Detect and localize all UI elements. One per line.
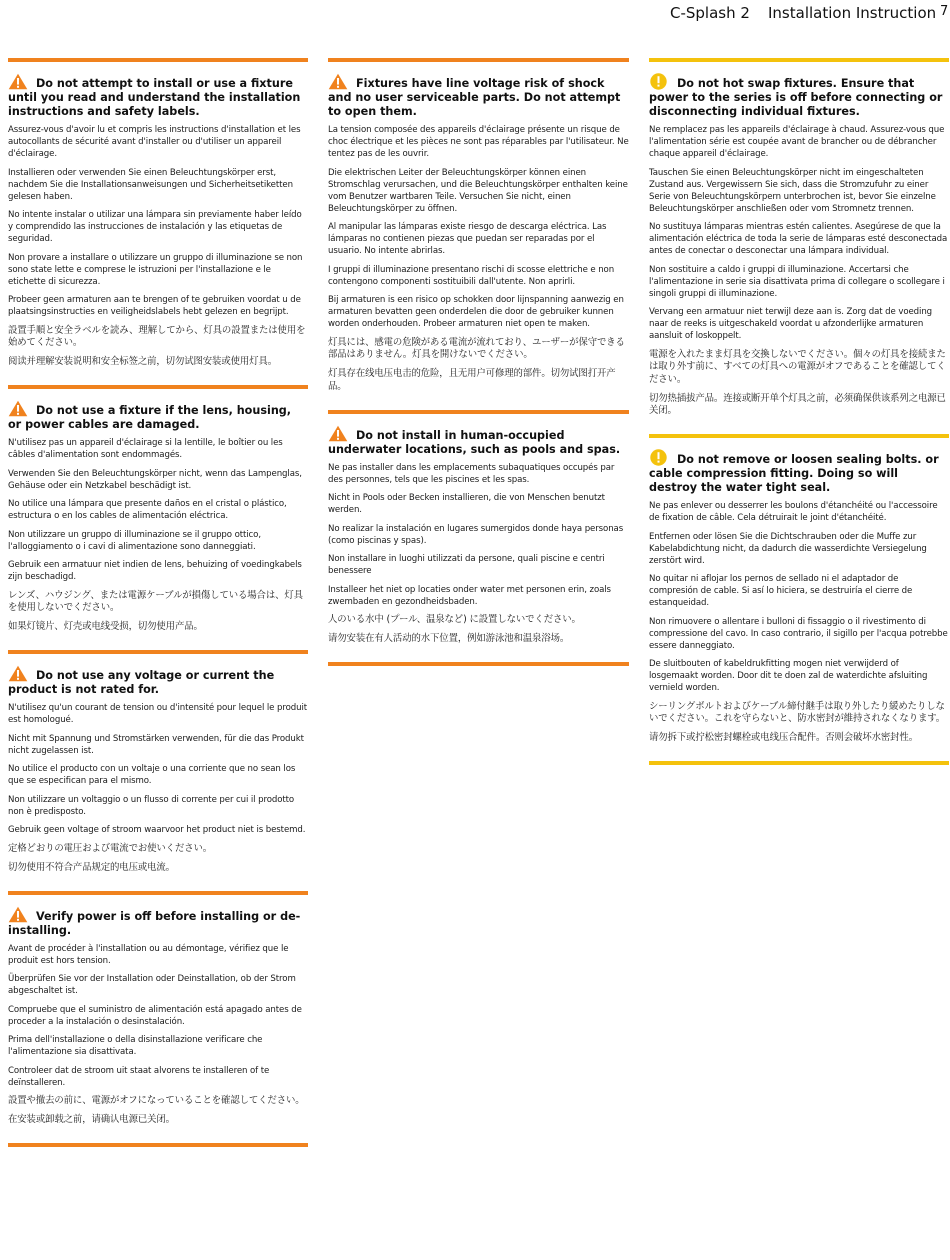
translation-paragraph: Vervang een armatuur niet terwijl deze aan is. Zorg dat de voeding naar de reeks is uitgeschakeld voordat u afzonderlijke armaturen aansluit of loskoppelt.: [649, 307, 933, 341]
warning-heading-text: Fixtures have line voltage risk of shock and no user serviceable parts. Do not attempt to open them.: [328, 77, 621, 118]
warning-section: [328, 62, 629, 410]
section-divider: [8, 1143, 308, 1147]
translation-paragraph: I gruppi di illuminazione presentano rischi di scosse elettriche e non contengono componenti sostituibili dall'utente. Non aprirli.: [328, 264, 615, 287]
translation-paragraph: Überprüfen Sie vor der Installation oder Deinstallation, ob der Strom abgeschaltet ist.: [8, 974, 296, 996]
translation-paragraph: Non utilizzare un gruppo di illuminazione se il gruppo ottico, l'alloggiamento o i cavi di alimentazione sono danneggiati.: [8, 529, 261, 552]
warning-heading-text: Do not remove or loosen sealing bolts. or cable compression fitting. Doing so will destroy the water tight seal.: [649, 453, 939, 494]
warning-heading: [649, 449, 949, 495]
translation-paragraph: Gebruik geen voltage of stroom waarvoor het product niet is bestemd.: [8, 825, 306, 835]
warning-section: [8, 895, 308, 1144]
translation-paragraph: Avant de procéder à l'installation ou au démontage, vérifiez que le produit est hors tension.: [8, 943, 289, 966]
translation-paragraph: No quitar ni aflojar los pernos de sellado ni el adaptador de compresión de cable. Si así lo hiciera, se destruiría el cierre de estanqueidad.: [649, 574, 913, 608]
warning-triangle-icon: [8, 400, 28, 417]
warning-heading: [8, 906, 308, 938]
caution-exclamation-icon: [649, 73, 669, 90]
translation-paragraph: Ne remplacez pas les appareils d'éclairage à chaud. Assurez-vous que l'alimentation série est coupée avant de brancher ou de débrancher chaque appareil d'éclairage.: [649, 125, 945, 159]
warning-heading: [8, 665, 308, 697]
warning-triangle-icon: [328, 425, 348, 442]
column-middle: [328, 58, 629, 666]
translation-paragraph: Non sostituire a caldo i gruppi di illuminazione. Accertarsi che l'alimentazione in serie sia disattivata prima di collegare o scollegare i singoli gruppi di illuminazione.: [649, 264, 945, 299]
page-header: [0, 4, 950, 24]
translation-paragraph: 灯具存在线电压电击的危险，且无用户可修理的部件。切勿试图打开产品。: [328, 368, 616, 392]
translation-paragraph: Assurez-vous d'avoir lu et compris les instructions d'installation et les autocollants de sécurité avant d'installer ou d'utiliser un appareil d'éclairage.: [8, 125, 301, 159]
translation-paragraph: Installieren oder verwenden Sie einen Beleuchtungskörper erst, nachdem Sie die Installationsanweisungen und Sicherheitsetiketten gelesen haben.: [8, 167, 293, 202]
translation-paragraph: Nicht mit Spannung und Stromstärken verwenden, für die das Produkt nicht zugelassen ist.: [8, 733, 304, 756]
product-name: C-Splash 2: [670, 4, 750, 22]
warning-triangle-icon: [328, 73, 348, 90]
translation-paragraph: 如果灯镜片、灯壳或电线受损，切勿使用产品。: [8, 621, 203, 632]
translation-paragraph: 設置手順と安全ラベルを読み、理解してから、灯具の設置または使用を始めてください。: [8, 324, 306, 348]
translation-paragraph: Installeer het niet op locaties onder water met personen erin, zoals zwembaden en gezondheidsbaden.: [328, 584, 611, 607]
warning-section: [328, 414, 629, 663]
warning-heading-text: Do not use any voltage or current the product is not rated for.: [8, 669, 275, 696]
warning-heading-text: Do not attempt to install or use a fixture until you read and understand the installation instructions and safety labels.: [8, 77, 301, 118]
translation-paragraph: レンズ、ハウジング、または電源ケーブルが損傷している場合は、灯具を使用しないでください。: [8, 589, 303, 613]
column-left: [8, 58, 308, 1147]
translation-paragraph: No utilice el producto con un voltaje o una corriente que no sean los que se especifican para el mismo.: [8, 764, 296, 786]
translation-paragraph: Ne pas enlever ou desserrer les boulons d'étanchéité ou l'accessoire de fixation de câble. Cela détruirait le joint d'étanchéité.: [649, 501, 938, 523]
caution-exclamation-icon: [649, 449, 669, 466]
warning-heading: [328, 425, 629, 457]
translation-paragraph: No realizar la instalación en lugares sumergidos donde haya personas (como piscinas y spas).: [328, 523, 624, 546]
translation-paragraph: 在安装或卸载之前，请确认电源已关闭。: [8, 1114, 175, 1125]
translation-paragraph: 阅读并理解安装说明和安全标签之前，切勿试图安装或使用灯具。: [8, 356, 277, 367]
translation-paragraph: シーリングボルトおよびケーブル締付継手は取り外したり緩めたりしないでください。これを守らないと、防水密封が維持されなくなります。: [649, 700, 946, 724]
translation-paragraph: 電源を入れたまま灯具を交換しないでください。個々の灯具を接続または取り外す前に、すべての灯具への電源がオフであることを確認してください。: [649, 348, 946, 385]
warning-section: [649, 438, 949, 761]
warning-triangle-icon: [8, 73, 28, 90]
translation-paragraph: Entfernen oder lösen Sie die Dichtschrauben oder die Muffe zur Kabelabdichtung nicht, da dadurch die wasserdichte Versiegelung zerstört wird.: [649, 531, 927, 566]
section-divider: [328, 662, 629, 666]
warning-section: [8, 62, 308, 385]
translation-paragraph: 灯具には、感電の危険がある電流が流れており、ユーザーが保守できる部品はありません。灯具を開けないでください。: [328, 336, 625, 360]
warning-heading-text: Verify power is off before installing or de-installing.: [8, 909, 301, 937]
warning-heading-text: Do not hot swap fixtures. Ensure that power to the series is off before connecting or disconnecting individual fixtures.: [649, 77, 943, 118]
translation-paragraph: Compruebe que el suministro de alimentación está apagado antes de proceder a la instalación o desinstalación.: [8, 1004, 302, 1027]
translation-paragraph: Nicht in Pools oder Becken installieren, die von Menschen benutzt werden.: [328, 493, 605, 515]
page-number: 7: [940, 4, 949, 19]
translation-paragraph: La tension composée des appareils d'éclairage présente un risque de choc électrique et les pièces ne sont pas réparables par l'utilisateur. Ne tentez pas de les ouvrir.: [328, 125, 629, 159]
translation-paragraph: 切勿使用不符合产品规定的电压或电流。: [8, 861, 175, 873]
warning-triangle-icon: [8, 906, 28, 923]
translation-paragraph: Al manipular las lámparas existe riesgo de descarga eléctrica. Las lámparas no contienen piezas que puedan ser reparadas por el usuario. No intente abrirlas.: [328, 222, 607, 256]
translation-paragraph: Ne pas installer dans les emplacements subaquatiques occupés par des personnes, tels que les piscines et les spas.: [328, 462, 615, 485]
warning-section: [8, 654, 308, 891]
translation-paragraph: Non utilizzare un voltaggio o un flusso di corrente per cui il prodotto non è predisposto.: [8, 794, 295, 817]
warning-section: [8, 389, 308, 650]
translation-paragraph: 定格どおりの電圧および電流でお使いください。: [8, 842, 213, 854]
translation-paragraph: De sluitbouten of kabeldrukfitting mogen niet verwijderd of losgemaakt worden. Door dit te doen zal de waterdichte afsluiting vernield worden.: [649, 659, 928, 693]
warning-heading-text: Do not use a fixture if the lens, housing, or power cables are damaged.: [8, 404, 292, 431]
translation-paragraph: Gebruik een armatuur niet indien de lens, behuizing of voedingkabels zijn beschadigd.: [8, 560, 302, 582]
warning-section: [649, 62, 949, 434]
translation-paragraph: Die elektrischen Leiter der Beleuchtungskörper können einen Stromschlag verursachen, und die Beleuchtungskörper enthalten keine vom Benutzer wartbaren Teile. Versuchen Sie nicht, einen Beleuchtungskörper zu öffnen.: [328, 167, 628, 214]
translation-paragraph: Non provare a installare o utilizzare un gruppo di illuminazione se non sono state lette e comprese le istruzioni per l'installazione e le etichette di sicurezza.: [8, 252, 303, 287]
warning-heading-text: Do not install in human-occupied underwater locations, such as pools and spas.: [328, 428, 621, 456]
translation-paragraph: Controleer dat de stroom uit staat alvorens te installeren of te deïnstalleren.: [8, 1065, 270, 1088]
translation-paragraph: N'utilisez qu'un courant de tension ou d'intensité pour lequel le produit est homologué.: [8, 703, 307, 725]
warning-heading: [649, 73, 949, 119]
warning-heading: [8, 73, 308, 119]
section-divider: [649, 761, 949, 765]
translation-paragraph: Tauschen Sie einen Beleuchtungskörper nicht im eingeschalteten Zustand aus. Vergewissern Sie sich, dass die Stromzufuhr zu einer Serie von Beleuchtungskörpern unterbrochen ist, bevor Sie einzelne Beleuchtungskörper anschließen oder vom Stromnetz trennen.: [649, 167, 936, 214]
translation-paragraph: 人のいる水中 (プール、温泉など) に設置しないでください。: [328, 614, 581, 625]
translation-paragraph: Bij armaturen is een risico op schokken door lijnspanning aanwezig en armaturen bevatten geen onderdelen die door de gebruiker kunnen worden onderhouden. Probeer armaturen niet open te maken.: [328, 295, 624, 329]
translation-paragraph: N'utilisez pas un appareil d'éclairage si la lentille, le boîtier ou les câbles d'alimentation sont endommagés.: [8, 438, 283, 460]
translation-paragraph: 请勿安装在有人活动的水下位置，例如游泳池和温泉浴场。: [328, 633, 570, 644]
warning-heading: [328, 73, 629, 119]
warning-heading: [8, 400, 308, 432]
translation-paragraph: No utilice una lámpara que presente daños en el cristal o plástico, estructura o en los cables de alimentación eléctrica.: [8, 499, 287, 521]
translation-paragraph: Verwenden Sie den Beleuchtungskörper nicht, wenn das Lampenglas, Gehäuse oder ein Netzkabel beschädigt ist.: [8, 468, 302, 491]
column-right: [649, 58, 949, 765]
translation-paragraph: 設置や撤去の前に、電源がオフになっていることを確認してください。: [8, 1095, 305, 1106]
document-title: Installation Instruction: [768, 4, 937, 22]
translation-paragraph: Non installare in luoghi utilizzati da persone, quali piscine e centri benessere: [328, 554, 605, 576]
translation-paragraph: No intente instalar o utilizar una lámpara sin previamente haber leído y comprendido las instrucciones de instalación y las etiquetas de seguridad.: [8, 210, 302, 244]
translation-paragraph: Prima dell'installazione o della disinstallazione verificare che l'alimentazione sia disattivata.: [8, 1035, 263, 1057]
translation-paragraph: Probeer geen armaturen aan te brengen of te gebruiken voordat u de plaatsingsinstructies en veiligheidslabels hebt gelezen en begrijpt.: [8, 295, 301, 317]
translation-paragraph: 请勿拆下或拧松密封螺栓或电线压合配件。否则会破坏水密封性。: [649, 732, 918, 743]
warning-triangle-icon: [8, 665, 28, 682]
translation-paragraph: 切勿热插拔产品。连接或断开单个灯具之前，必须确保供该系列之电源已关闭。: [649, 392, 946, 416]
translation-paragraph: Non rimuovere o allentare i bulloni di fissaggio o il rivestimento di compressione del cavo. In caso contrario, il sigillo per l'acqua potrebbe essere danneggiato.: [649, 616, 948, 651]
translation-paragraph: No sustituya lámparas mientras estén calientes. Asegúrese de que la alimentación eléctrica de toda la serie de lámparas esté desconectada antes de conectar o desconectar una lámpara individual.: [649, 222, 948, 256]
